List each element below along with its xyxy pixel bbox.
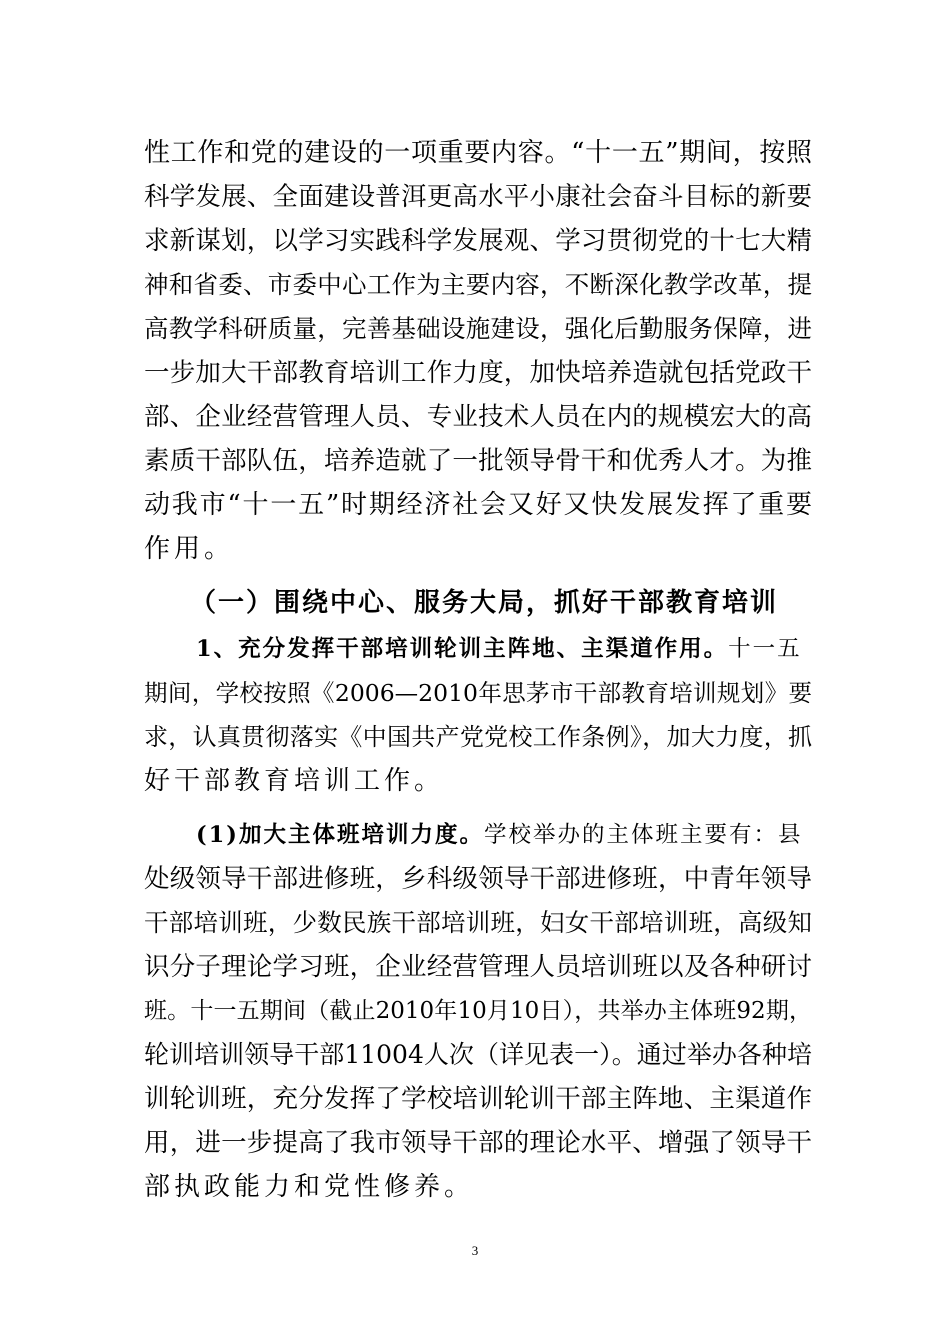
body-text-line: 作用。 (144, 534, 235, 564)
body-text-line: 部、企业经营管理人员、专业技术人员在内的规模宏大的高 (144, 402, 812, 432)
body-text-line: 轮训培训领导干部11004人次（详见表一）。通过举办各种培 (144, 1040, 812, 1069)
body-text-line: 期间，学校按照《2006—2010年思茅市干部教育培训规划》要 (144, 679, 812, 707)
body-text-line: 高教学科研质量，完善基础设施建设，强化后勤服务保障，进 (144, 314, 812, 343)
paragraph-lead-rest: 学校举办的主体班主要有：县 (483, 822, 803, 848)
body-text-line: 识分子理论学习班，企业经营管理人员培训班以及各种研讨 (144, 952, 812, 982)
body-text-line: 训轮训班，充分发挥了学校培训轮训干部主阵地、主渠道作 (144, 1084, 812, 1114)
body-text-line: 动我市“十一五”时期经济社会又好又快发展发挥了重要 (144, 490, 812, 520)
body-text-line: 求，认真贯彻落实《中国共产党党校工作条例》，加大力度，抓 (144, 723, 812, 751)
body-text-line: 一步加大干部教育培训工作力度，加快培养造就包括党政干 (144, 358, 812, 388)
body-text-line: 好干部教育培训工作。 (144, 766, 445, 796)
paragraph-lead-line (196, 627, 812, 671)
body-text-line: 班。十一五期间（截止2010年10月10日），共举办主体班92期， (144, 998, 812, 1024)
body-text-line: 素质干部队伍，培养造就了一批领导骨干和优秀人才。为推 (144, 446, 812, 476)
body-text-line: 神和省委、市委中心工作为主要内容，不断深化教学改革，提 (144, 270, 812, 299)
body-text-line: 科学发展、全面建设普洱更高水平小康社会奋斗目标的新要 (144, 182, 812, 212)
body-text-line: 性工作和党的建设的一项重要内容。“十一五”期间，按照 (144, 138, 812, 168)
body-text-line: 部执政能力和党性修养。 (144, 1172, 475, 1202)
body-text-line: 干部培训班，少数民族干部培训班，妇女干部培训班，高级知 (144, 908, 812, 937)
paragraph-lead-bold: 1、充分发挥干部培训轮训主阵地、主渠道作用。 (196, 636, 729, 662)
paragraph-lead-line (196, 813, 812, 857)
paragraph-lead-rest: 十一五 (728, 636, 802, 662)
body-text-line: 求新谋划，以学习实践科学发展观、学习贯彻党的十七大精 (144, 226, 812, 256)
body-text-line: 用，进一步提高了我市领导干部的理论水平、增强了领导干 (144, 1128, 812, 1158)
body-text-line: 处级领导干部进修班，乡科级领导干部进修班，中青年领导 (144, 864, 812, 894)
section-heading: （一）围绕中心、服务大局，抓好干部教育培训 (190, 588, 779, 618)
paragraph-lead-bold: (1)加大主体班培训力度。 (196, 822, 484, 848)
page-number: 3 (471, 1243, 479, 1258)
